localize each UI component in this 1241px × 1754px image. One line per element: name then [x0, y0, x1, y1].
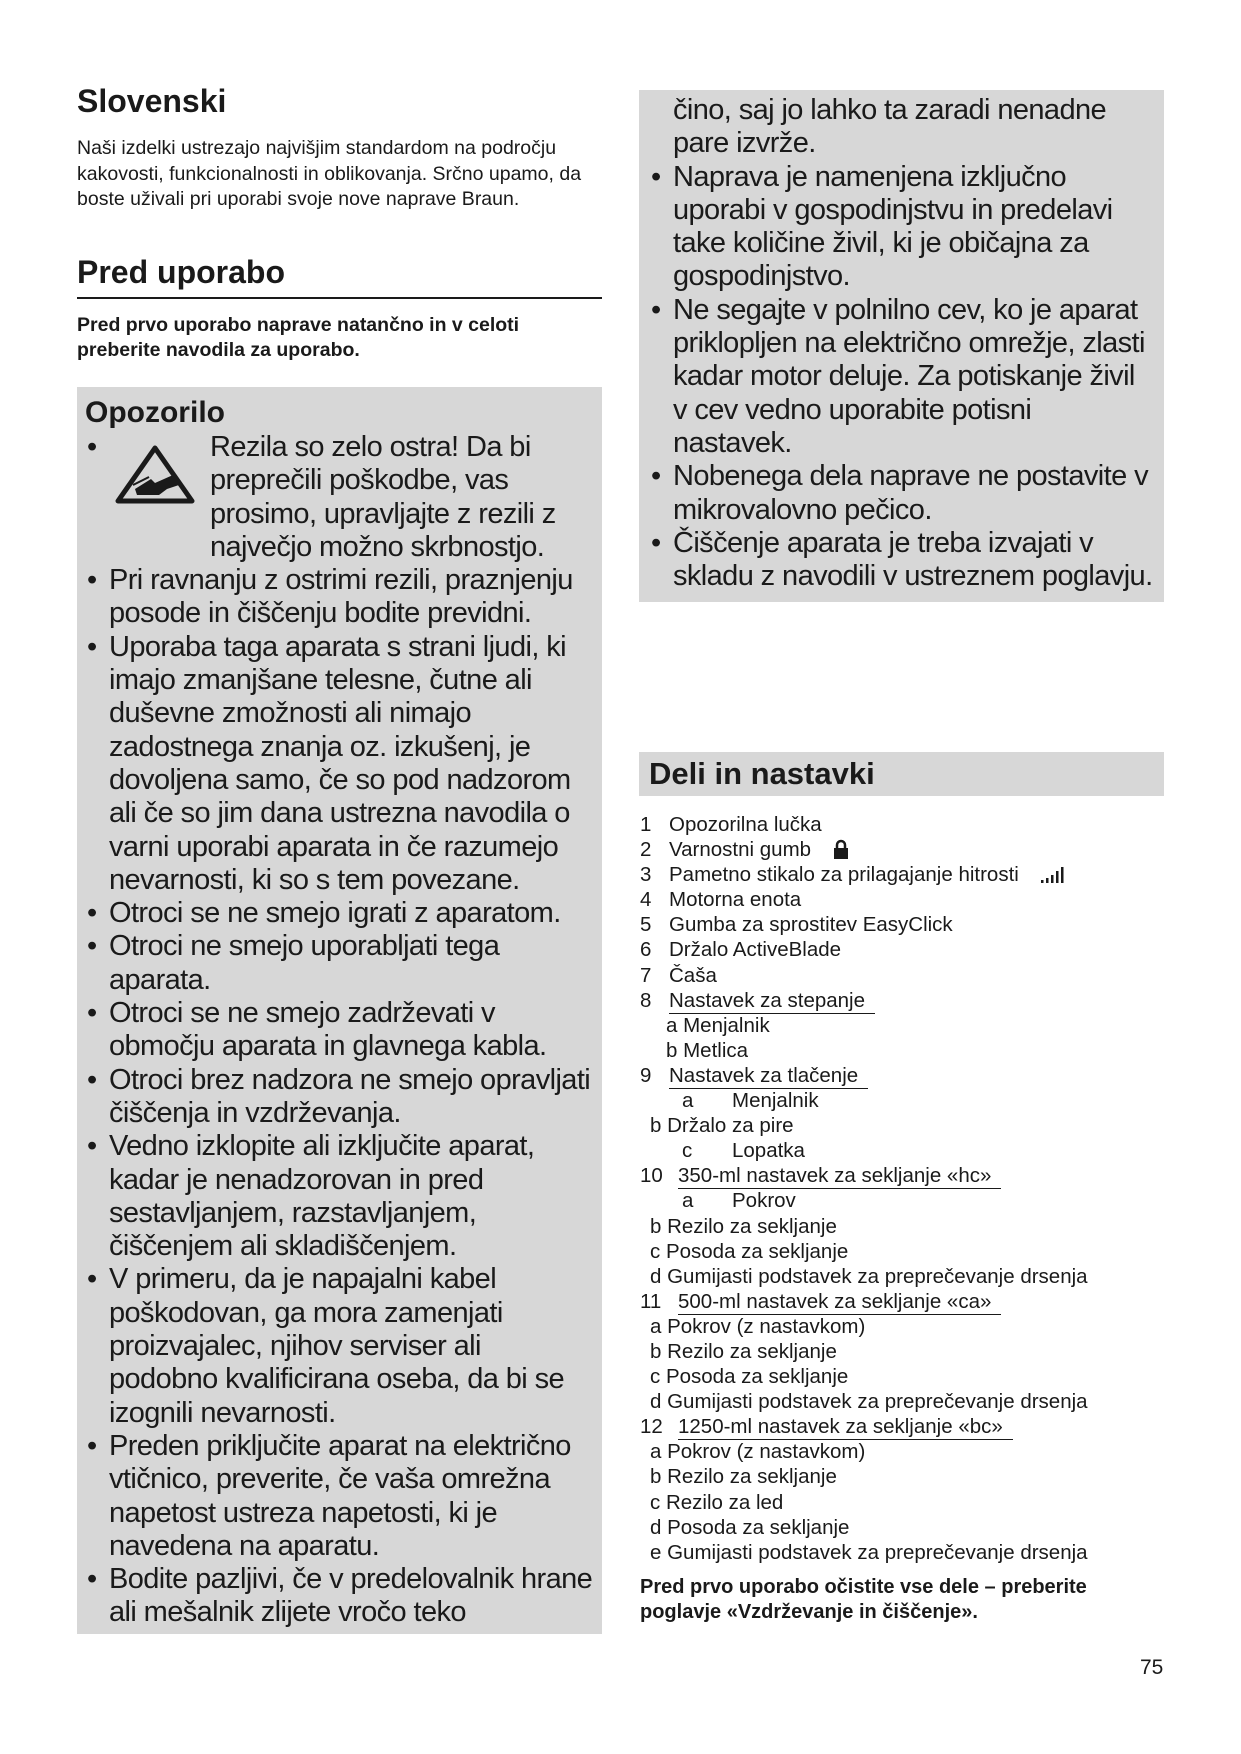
- list-item: • Otroci ne smejo uporabljati tega aparata.: [85, 930, 594, 997]
- part-row: 5 Gumba za sprostitev EasyClick: [640, 913, 953, 937]
- warning-title: Opozorilo: [85, 396, 225, 429]
- part-subrow: c Lopatka: [682, 1139, 805, 1163]
- part-row: 8 Nastavek za stepanje: [640, 988, 1164, 1013]
- part-subrow: d Gumijasti podstavek za preprečevanje drsenja: [650, 1390, 1088, 1414]
- part-subrow: a Pokrov (z nastavkom): [650, 1440, 866, 1464]
- part-subrow: c Rezilo za led: [650, 1490, 784, 1514]
- warning-box-continued: [639, 90, 1164, 602]
- list-item: • Nobenega dela naprave ne postavite v mikrovalovno pečico.: [649, 460, 1156, 527]
- list-item: • V primeru, da je napajalni kabel poškodovan, ga mora zamenjati proizvajalec, njihov serviser ali podobno kvalificirana oseba, da bi se izognili nevarnosti.: [85, 1263, 594, 1429]
- part-row: 7 Čaša: [640, 963, 717, 987]
- lock-icon: [833, 839, 849, 859]
- part-row: 11 500-ml nastavek za sekljanje «ca»: [640, 1289, 1164, 1314]
- part-row: 12 1250-ml nastavek za sekljanje «bc»: [640, 1414, 1164, 1439]
- part-subrow: b Držalo za pire: [650, 1114, 794, 1138]
- part-row: 1 Opozorilna lučka: [640, 813, 822, 836]
- list-item: • Čiščenje aparata je treba izvajati v skladu z navodili v ustreznem poglavju.: [649, 527, 1156, 594]
- part-row: 6 Držalo ActiveBlade: [640, 938, 842, 962]
- page-number: 75: [1140, 1656, 1164, 1679]
- part-row: 9 Nastavek za tlačenje: [640, 1063, 1164, 1088]
- list-item: • Uporaba taga aparata s strani ljudi, ki imajo zmanjšane telesne, čutne ali duševne zmožnosti ali nimajo zadostnega znanja oz. izkušenj, je dovoljena samo, če so pod nadzorom ali če so jim dana ustrezna navodila o varni uporabi aparata in če razumejo nevarnosti, ki so s tem povezane.: [85, 631, 594, 897]
- part-row: 2 Varnostni gumb: [640, 837, 1164, 862]
- part-subrow: b Rezilo za sekljanje: [650, 1339, 837, 1363]
- list-item: • Bodite pazljivi, če v predelovalnik hrane ali mešalnik zlijete vročo teko: [85, 1563, 594, 1630]
- part-subrow: b Rezilo za sekljanje: [650, 1214, 837, 1238]
- warning-list-continued: [649, 161, 1156, 594]
- list-item: • Pri ravnanju z ostrimi rezili, praznjenju posode in čiščenju bodite previdni.: [85, 564, 594, 631]
- list-item: • Vedno izklopite ali izključite aparat, kadar je nenadzorovan in pred sestavljanjem, razstavljanjem, čiščenjem ali skladiščenjem.: [85, 1130, 594, 1263]
- part-subrow: a Pokrov (z nastavkom): [650, 1314, 866, 1338]
- language-title: Slovenski: [77, 83, 227, 119]
- part-subrow: a Pokrov: [682, 1189, 796, 1213]
- part-row: 10 350-ml nastavek za sekljanje «hc»: [640, 1163, 1164, 1188]
- part-subrow: d Gumijasti podstavek za preprečevanje drsenja: [650, 1264, 1088, 1288]
- blade-warning-icon: [115, 445, 195, 505]
- pre-use-note: Pred prvo uporabo naprave natančno in v celoti preberite navodila za uporabo.: [77, 313, 520, 361]
- warning-list: [85, 431, 594, 1630]
- part-subrow: b Metlica: [666, 1038, 749, 1062]
- list-item: • Preden priključite aparat na električno vtičnico, preverite, če vaša omrežna napetost ustreza napetosti, ki je navedena na aparatu.: [85, 1430, 594, 1563]
- part-subrow: a Menjalnik: [682, 1089, 819, 1113]
- list-item: • Rezila so zelo ostra! Da bi preprečili poškodbe, vas prosimo, upravljajte z rezili z največjo možno skrbnostjo.: [85, 431, 594, 564]
- parts-title: Deli in nastavki: [639, 752, 1164, 796]
- part-subrow: d Posoda za sekljanje: [650, 1515, 850, 1539]
- warning-box: [77, 387, 602, 1634]
- list-item: • Otroci se ne smejo igrati z aparatom.: [85, 897, 594, 930]
- list-item: • Otroci se ne smejo zadrževati v območju aparata in glavnega kabla.: [85, 997, 594, 1064]
- blade-warning-text: Rezila so zelo ostra! Da bi preprečili poškodbe, vas prosimo, upravljajte z rezili z največjo možno skrbnostjo.: [210, 431, 556, 563]
- part-subrow: c Posoda za sekljanje: [650, 1365, 849, 1389]
- list-item: • Ne segajte v polnilno cev, ko je aparat priklopljen na električno omrežje, zlasti kadar motor deluje. Za potiskanje živil v cev vedno uporabite potisni nastavek.: [649, 294, 1156, 460]
- intro-text: Naši izdelki ustrezajo najvišjim standardom na področju kakovosti, funkcionalnosti in oblikovanja. Srčno upamo, da boste uživali pri uporabi svoje nove naprave Braun.: [77, 137, 582, 210]
- speed-bars-icon: [1041, 865, 1067, 883]
- parts-list: [640, 812, 1164, 1565]
- part-row: 4 Motorna enota: [640, 888, 802, 912]
- cleaning-note: Pred prvo uporabo očistite vse dele – preberite poglavje «Vzdrževanje in čiščenje».: [640, 1576, 1087, 1623]
- part-row: 3 Pametno stikalo za prilagajanje hitrosti: [640, 862, 1164, 887]
- list-item: • Naprava je namenjena izključno uporabi v gospodinjstvu in predelavi take količine živil, ki je običajna za gospodinjstvo.: [649, 161, 1156, 294]
- continuation-text: čino, saj jo lahko ta zaradi nenadne pare izvrže.: [673, 94, 1107, 160]
- part-subrow: b Rezilo za sekljanje: [650, 1465, 837, 1489]
- left-column: [77, 82, 602, 1629]
- section-title: Pred uporabo: [77, 251, 602, 299]
- part-subrow: e Gumijasti podstavek za preprečevanje drsenja: [650, 1540, 1088, 1564]
- list-item: • Otroci brez nadzora ne smejo opravljati čiščenja in vzdrževanja.: [85, 1064, 594, 1131]
- part-subrow: c Posoda za sekljanje: [650, 1239, 849, 1263]
- part-subrow: a Menjalnik: [666, 1013, 770, 1037]
